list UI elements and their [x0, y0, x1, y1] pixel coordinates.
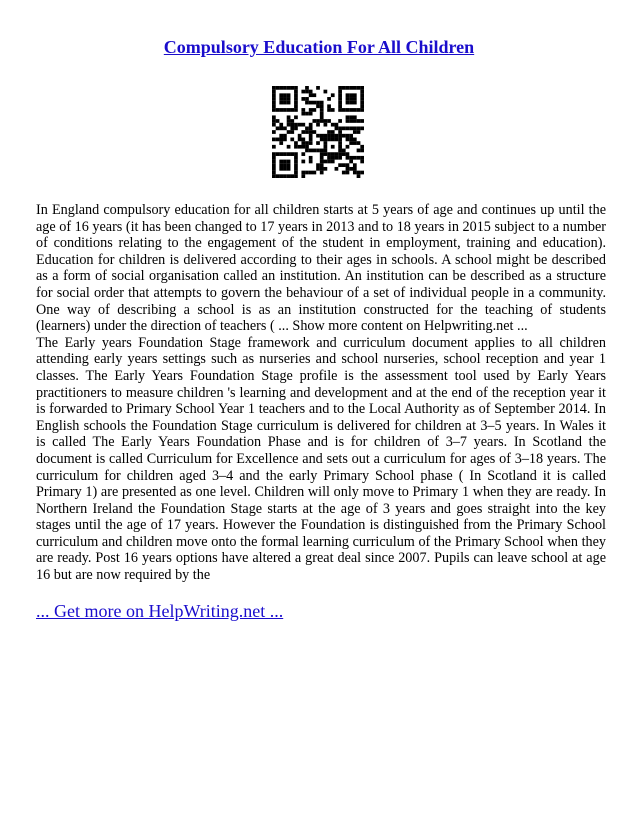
document-body — [36, 202, 606, 584]
get-more-link[interactable]: ... Get more on HelpWriting.net ... — [36, 601, 284, 621]
qr-code-icon — [272, 86, 364, 178]
document-title[interactable]: Compulsory Education For All Children — [163, 37, 475, 57]
paragraph-early-years: The Early years Foundation Stage framework and curriculum document applies to all children attending early years settings such as nurseries and school nurseries, school reception and year 1 classes. The Early Years Foundation Stage profile is the assessment tool used by Early Years practitioners to measure children 's learning and development and at the end of the reception year it is forwarded to Primary School Year 1 teachers and to the Local Authority as of September 2014. In English schools the Foundation Stage curriculum is delivered for children at 3–5 years. In Wales it is called The Early Years Foundation Phase and is for children of 3–7 years. In Scotland the document is called Curriculum for Excellence and sets out a curriculum for ages of 3–18 years. The curriculum for children aged 3–4 and the early Primary School phase ( In Scotland it is called Primary 1) are presented as one level. Children will only move to Primary 1 when they are ready. In Northern Ireland the Foundation Stage starts at the age of 3 years and goes straight into the key stages until the age of 17 years. However the Foundation is distinguished from the Primary School curriculum and children move onto the formal learning curriculum of the Primary School when they are ready. Post 16 years options have altered a great deal since 2007. Pupils can leave school at age 16 but are now required by the — [36, 334, 606, 584]
paragraph-intro: In England compulsory education for all children starts at 5 years of age and continues up until the age of 16 years (it has been changed to 17 years in 2013 and to 18 years in 2015 subject to a number of conditions relating to the engagement of the student in employment, training and education). Education for children is delivered according to their ages in schools. A school might be described as a form of social organisation called an institution. An institution can be described as a structure for social order that attempts to govern the behaviour of a set of individual people in a community. One way of describing a school is as an institution constructed for the teaching of students (learners) under the direction of teachers ( ... Show more content on Helpwriting.net ... — [36, 202, 606, 335]
